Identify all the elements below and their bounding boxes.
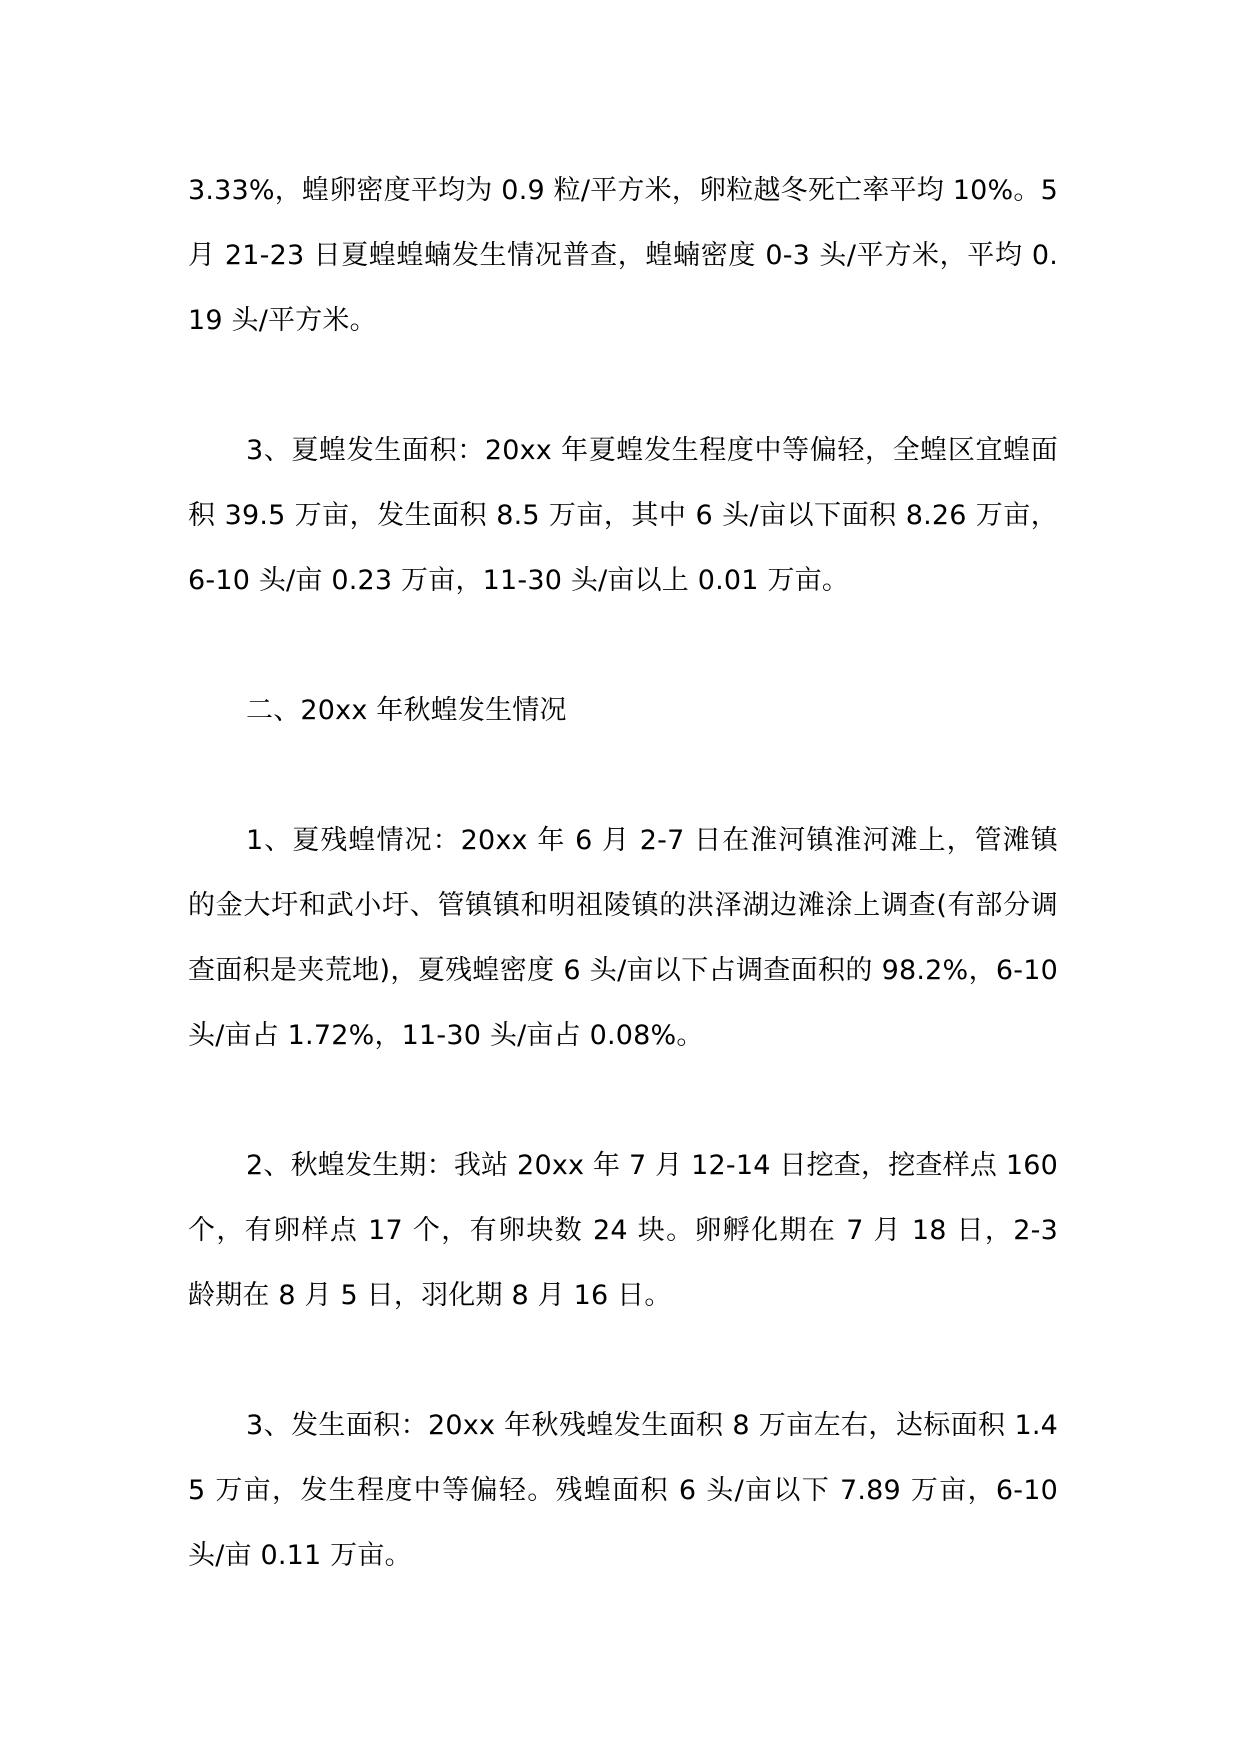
paragraph-gap [188,743,1058,808]
paragraph-gap [188,613,1058,678]
paragraph-autumn-locust-area: 3、发生面积：20xx 年秋残蝗发生面积 8 万亩左右，达标面积 1.45 万亩，发生程度中等偏轻。残蝗面积 6 头/亩以下 7.89 万亩，6-10 头/亩 0.11 万亩。 [188,1410,1058,1571]
paragraph-gap [188,1068,1058,1133]
paragraph-summer-locust-density: 3.33%，蝗卵密度平均为 0.9 粒/平方米，卵粒越冬死亡率平均 10%。5 月 21-23 日夏蝗蝗蝻发生情况普查，蝗蝻密度 0-3 头/平方米，平均 0.19 头/平方米。 [188,175,1058,336]
paragraph-residual-summer-locust: 1、夏残蝗情况：20xx 年 6 月 2-7 日在淮河镇淮河滩上，管滩镇的金大圩和武小圩、管镇镇和明祖陵镇的洪泽湖边滩涂上调查(有部分调查面积是夹荒地)，夏残蝗密度 6 头/亩以下占调查面积的 98.2%，6-10 头/亩占 1.72%，11-30 头/亩占 0.08%。 [188,825,1058,1051]
section-heading-autumn-locust: 二、20xx 年秋蝗发生情况 [246,695,567,726]
paragraph-autumn-locust-period: 2、秋蝗发生期：我站 20xx 年 7 月 12-14 日挖查，挖查样点 160 个，有卵样点 17 个，有卵块数 24 块。卵孵化期在 7 月 18 日，2-3 龄期在 8 月 5 日，羽化期 8 月 16 日。 [188,1150,1058,1311]
document-body [188,158,1058,1588]
paragraph-gap [188,353,1058,418]
paragraph-summer-locust-area: 3、夏蝗发生面积：20xx 年夏蝗发生程度中等偏轻，全蝗区宜蝗面积 39.5 万亩，发生面积 8.5 万亩，其中 6 头/亩以下面积 8.26 万亩，6-10 头/亩 0.23 万亩，11-30 头/亩以上 0.01 万亩。 [188,435,1058,596]
paragraph-gap [188,1328,1058,1393]
